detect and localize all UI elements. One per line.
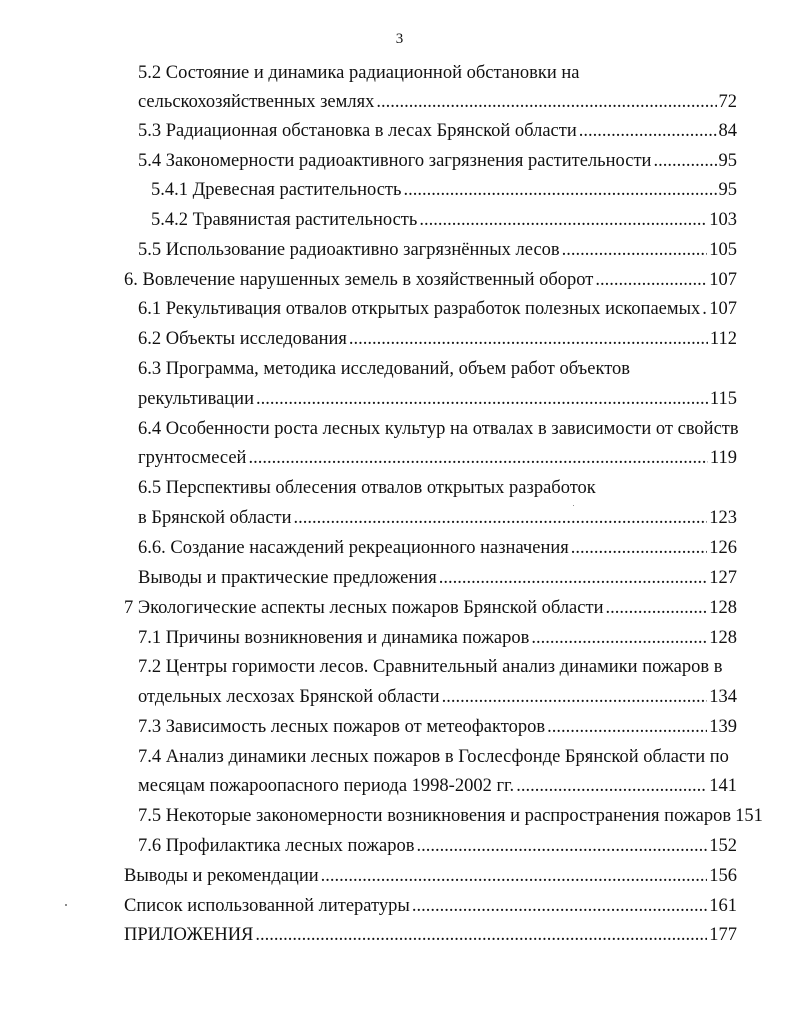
toc-entry-7-4-line-2 <box>138 773 737 799</box>
toc-entry-page: 84 <box>718 121 737 141</box>
dot-leader <box>605 595 707 621</box>
dot-leader <box>403 177 716 203</box>
toc-entry-page: 177 <box>709 925 737 945</box>
toc-entry-7-3 <box>138 714 737 740</box>
toc-entry-title: 7.6 Профилактика лесных пожаров <box>138 836 415 856</box>
dot-leader <box>248 445 707 471</box>
dot-leader <box>321 863 708 889</box>
toc-entry-5-2-line-2 <box>138 89 737 115</box>
toc-entry-page: 156 <box>709 866 737 886</box>
dot-leader <box>653 148 716 174</box>
toc-entry-page: 141 <box>709 776 737 796</box>
toc-entry-page: 107 <box>709 270 737 290</box>
toc-entry-title: Список использованной литературы <box>124 896 410 916</box>
dot-leader <box>294 505 708 531</box>
dot-leader <box>419 207 707 233</box>
dot-leader <box>442 684 708 710</box>
toc-entry-title: в Брянской области <box>138 508 292 528</box>
dot-leader <box>256 386 708 412</box>
dot-leader <box>516 773 707 799</box>
toc-entry-5-4-2 <box>151 207 737 233</box>
toc-entry-title: рекультивации <box>138 389 254 409</box>
toc-entry-6-5-line-2 <box>138 505 737 531</box>
dot-leader <box>547 714 707 740</box>
toc-entry-7-6 <box>138 833 737 859</box>
toc-entry-page: 126 <box>709 538 737 558</box>
toc-entry-page: 152 <box>709 836 737 856</box>
toc-entry-5-5 <box>138 237 737 263</box>
dot-leader <box>416 833 707 859</box>
dot-leader <box>376 89 716 115</box>
toc-entry-title: 7.2 Центры горимости лесов. Сравнительный анализ динамики пожаров в <box>138 657 723 677</box>
toc-entry-5-4-1 <box>151 177 737 203</box>
dot-leader <box>595 267 707 293</box>
toc-entry-6-1 <box>138 296 737 322</box>
toc-entry-page: 134 <box>709 687 737 707</box>
toc-entry-conclusions-6 <box>138 565 737 591</box>
toc-entry-6-6 <box>138 535 737 561</box>
toc-entry-page: 107 <box>709 299 737 319</box>
dot-leader <box>562 237 708 263</box>
toc-entry-page: 115 <box>709 389 737 409</box>
toc-entry-page: 95 <box>718 151 737 171</box>
toc-entry-title: 5.2 Состояние и динамика радиационной обстановки на <box>138 63 580 83</box>
toc-entry-title: 6.4 Особенности роста лесных культур на отвалах в зависимости от свойств <box>138 419 739 439</box>
toc-entry-page: 103 <box>709 210 737 230</box>
toc-entry-title: 6.3 Программа, методика исследований, объем работ объектов <box>138 359 631 379</box>
toc-entry-title: 7.5 Некоторые закономерности возникновения и распространения пожаров <box>138 806 732 826</box>
toc-entry-title: 6.1 Рекультивация отвалов открытых разработок полезных ископаемых <box>138 299 701 319</box>
toc-entry-title: ПРИЛОЖЕНИЯ <box>124 925 254 945</box>
toc-entry-title: месяцам пожароопасного периода 1998-2002 гг. <box>138 776 515 796</box>
toc-entry-title: 5.3 Радиационная обстановка в лесах Брянской области <box>138 121 577 141</box>
dot-leader <box>349 326 708 352</box>
toc-entry-title: 5.4.2 Травянистая растительность <box>151 210 418 230</box>
toc-entry-6-2 <box>138 326 737 352</box>
toc-entry-references <box>124 893 737 919</box>
toc-entry-title: отдельных лесхозах Брянской области <box>138 687 440 707</box>
page-number: 3 <box>395 31 404 47</box>
dot-leader <box>702 296 707 322</box>
scan-speck <box>65 904 67 906</box>
toc-entry-title: 6.6. Создание насаждений рекреационного назначения <box>138 538 569 558</box>
toc-entry-6-4-line-1 <box>138 416 737 442</box>
dot-leader <box>571 535 707 561</box>
toc-entry-title: 5.4.1 Древесная растительность <box>151 180 402 200</box>
toc-entry-6-3-line-1 <box>138 356 737 382</box>
toc-entry-page: 151 <box>735 806 763 826</box>
toc-entry-7-4-line-1 <box>138 744 737 770</box>
toc-entry-6-4-line-2 <box>138 445 737 471</box>
toc-entry-page: 72 <box>718 92 737 112</box>
toc-entry-page: 128 <box>709 628 737 648</box>
scan-speck <box>573 505 574 506</box>
toc-entry-title: 7 Экологические аспекты лесных пожаров Брянской области <box>124 598 604 618</box>
toc-entry-page: 139 <box>709 717 737 737</box>
toc-entry-page: 127 <box>709 568 737 588</box>
toc-entry-7-1 <box>138 625 737 651</box>
dot-leader <box>579 118 717 144</box>
toc-entry-7-5 <box>138 803 763 829</box>
toc-entry-page: 105 <box>709 240 737 260</box>
toc-entry-title: 6.5 Перспективы облесения отвалов открытых разработок <box>138 478 596 498</box>
toc-entry-page: 112 <box>709 329 737 349</box>
toc-entry-title: 5.5 Использование радиоактивно загрязнённых лесов <box>138 240 560 260</box>
toc-entry-5-2-line-1 <box>138 60 737 86</box>
toc-entry-title: 6.2 Объекты исследования <box>138 329 347 349</box>
toc-entry-page: 161 <box>709 896 737 916</box>
toc-entry-5-3 <box>138 118 737 144</box>
toc-entry-title: 6. Вовлечение нарушенных земель в хозяйственный оборот <box>124 270 594 290</box>
toc-entry-6-3-line-2 <box>138 386 737 412</box>
toc-entry-page: 128 <box>709 598 737 618</box>
toc-entry-5-4 <box>138 148 737 174</box>
toc-entry-page: 95 <box>718 180 737 200</box>
toc-entry-6 <box>124 267 737 293</box>
toc-entry-title: 5.4 Закономерности радиоактивного загрязнения растительности <box>138 151 652 171</box>
toc-entry-conclusions <box>124 863 737 889</box>
toc-entry-6-5-line-1 <box>138 475 737 501</box>
dot-leader <box>255 922 707 948</box>
toc-entry-title: 7.1 Причины возникновения и динамика пожаров <box>138 628 530 648</box>
dot-leader <box>531 625 707 651</box>
dot-leader <box>439 565 708 591</box>
toc-entry-title: Выводы и рекомендации <box>124 866 319 886</box>
toc-entry-7-2-line-1 <box>138 654 737 680</box>
toc-entry-page: 123 <box>709 508 737 528</box>
toc-entry-title: 7.4 Анализ динамики лесных пожаров в Гослесфонде Брянской области по <box>138 747 729 767</box>
toc-entry-7 <box>124 595 737 621</box>
toc-entry-title: сельскохозяйственных землях <box>138 92 375 112</box>
dot-leader <box>412 893 707 919</box>
toc-entry-7-2-line-2 <box>138 684 737 710</box>
toc-entry-title: 7.3 Зависимость лесных пожаров от метеофакторов <box>138 717 546 737</box>
toc-entry-title: грунтосмесей <box>138 448 247 468</box>
toc-entry-appendices <box>124 922 737 948</box>
toc-entry-title: Выводы и практические предложения <box>138 568 437 588</box>
toc-entry-page: 119 <box>709 448 737 468</box>
